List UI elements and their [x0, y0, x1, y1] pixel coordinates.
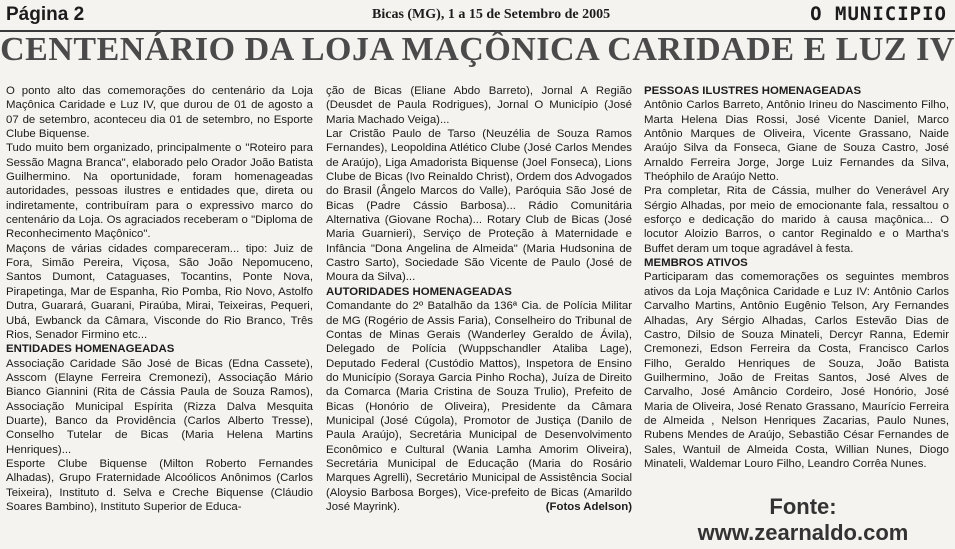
- section-heading-pessoas: PESSOAS ILUSTRES HOMENAGEADAS: [644, 85, 862, 97]
- paragraph: O ponto alto das comemorações do centenário da Loja Maçônica Caridade e Luz IV, que durou de 01 de agosto a 07 de setembro, aconteceu dia 01 de setembro, no Esporte Clube Biquense.: [6, 85, 313, 141]
- column-2: [326, 84, 632, 514]
- paragraph: [326, 299, 632, 514]
- source-label: Fonte:: [769, 494, 837, 519]
- paragraph-text: Comandante do 2º Batalhão da 136ª Cia. de Polícia Militar de MG (Rogério de Assis Faria), Conselheiro do Tribunal de Contas de Minas Gerais (Wanderley Geraldo de Ávila), Delegado de Polícia (Wuppschandler Ataliba Lage), Deputado Federal (Custódio Mattos), Inspetora de Ensino do Município (Soraya Garcia Pinho Rocha), Juíza de Direito da Comarca (Maria Cristina de Souza Trulio), Prefeito de Bicas (Honório de Oliveira), Presidente da Câmara Municipal (José Cúgola), Promotor de Justiça (Danilo de Paula Araújo), Secretária Municipal de Desenvolvimento Econômico e Cultural (Wania Lamha Amorim Oliveira), Secretária Municipal de Educação (Maria do Rosário Marques Agrelli), Secretário Municipal de Assistência Social (Aloysio Barbosa Borges), Vice-prefeito de Bicas (Amarildo José Mayrink).: [326, 300, 632, 513]
- paragraph: Lar Cristão Paulo de Tarso (Neuzélia de Souza Ramos Fernandes), Leopoldina Atlético Clube (José Carlos Mendes de Araújo), Liga Amadorista Biquense (Joel Fonseca), Lions Clube de Bicas (Ivo Reinaldo Christ), Ordem dos Advogados do Brasil (Ângelo Marcos do Valle), Paróquia São José de Bicas (Padre Cássio Barbosa)... Rádio Comunitária Alternativa (Giovane Rocha)... Rotary Club de Bicas (José Maria Guarnieri), Serviço de Proteção à Maternidade e Infância "Dona Angelina de Almeida" (Maria Hudsonina de Castro Sarto), Sociedade São Vicente de Paulo (José de Moura da Silva)...: [326, 128, 632, 284]
- section-heading-autoridades: AUTORIDADES HOMENAGEADAS: [326, 285, 512, 298]
- newspaper-masthead: O MUNICIPIO: [810, 3, 947, 25]
- paragraph: Esporte Clube Biquense (Milton Roberto Fernandes Alhadas), Grupo Fraternidade Alcoólicos Anônimos (Carlos Teixeira), Instituto d. Selva e Creche Biquense (Cláudio Soares Bambino), Instituto Superior de Educa-: [6, 457, 313, 513]
- section-heading-membros: MEMBROS ATIVOS: [644, 257, 748, 270]
- paragraph: Pra completar, Rita de Cássia, mulher do Venerável Ary Sérgio Alhadas, por meio de emocionante fala, ressaltou o esforço e dedicação do marido à causa maçônica... O locutor Aloizio Barros, o cantor Reginaldo e o Martha's Buffet deram um toque agradável à festa.: [644, 185, 949, 255]
- section-heading-entidades: ENTIDADES HOMENAGEADAS: [6, 343, 175, 356]
- article-headline: CENTENÁRIO DA LOJA MAÇÔNICA CARIDADE E LUZ IV: [0, 31, 955, 68]
- article-body: [6, 84, 949, 546]
- source-credit: [668, 494, 938, 546]
- dateline: Bicas (MG), 1 a 15 de Setembro de 2005: [372, 7, 611, 22]
- paragraph: Participaram das comemorações os seguintes membros ativos da Loja Maçônica Caridade e Luz IV: Antônio Carlos Carvalho Martins, Antônio Eugênio Telson, Ary Fernandes Alhadas, Ary Sérgio Alhadas, Carlos Estevão Dias de Castro, Dilsio de Souza Minateli, Dercyr Ranna, Edemir Cremonezi, Edson Ferreira da Costa, Francisco Carlos Filho, Geraldo Henriques de Souza, João Batista Guilhermino, João de Freitas Santos, José Alves de Carvalho, José Amâncio Cordeiro, José Honório, José Maria de Oliveira, José Renato Grassano, Maurício Ferreira de Almeida , Nelson Henriques Zacarias, Paulo Nunes, Rubens Mendes de Araújo, Sebastião César Fernandes de Sales, Wantuil de Almeida Costa, Willian Nunes, Diogo Minateli, Waldemar Louro Filho, Leandro Corrêa Nunes.: [644, 271, 949, 470]
- paragraph: Tudo muito bem organizado, principalmente o "Roteiro para Sessão Magna Branca", elaborado pelo Orador João Batista Guilhermino. Na oportunidade, foram homenageadas autoridades, pessoas ilustres e entidades que, direta ou indiretamente, contribuíram para o expressivo marco do centenário da Loja. Os agraciados receberam o "Diploma de Reconhecimento Maçônico".: [6, 142, 313, 241]
- paragraph: Associação Caridade São José de Bicas (Edna Cassete), Asscom (Elayne Ferreira Cremonezi), Associação Mário Bianco Giannini (Rita de Cássia Paula de Souza Ramos), Associação Municipal Espírita (Rizza Dalva Mesquita Duarte), Banco da Providência (Carlos Alberto Tresse), Conselho Tutelar de Bicas (Maria Helena Martins Henriques)...: [6, 357, 313, 456]
- photo-credit: (Fotos Adelson): [545, 500, 632, 513]
- page-number: Página 2: [6, 4, 85, 25]
- paragraph: Antônio Carlos Barreto, Antônio Irineu do Nascimento Filho, Marta Helena Dias Rossi, José Vicente Daniel, Marco Antônio Marques de Oliveira, Vicente Grassano, Naide Araújo Silva da Fonseca, Giane de Souza Castro, José Arnaldo Ferreira Jorge, Jorge Luiz Fernandes da Silva, Theóphilo de Araújo Netto.: [644, 99, 949, 184]
- paragraph: ção de Bicas (Eliane Abdo Barreto), Jornal A Região (Deusdet de Paula Rodrigues), Jornal O Município (José Maria Machado Veiga)...: [326, 85, 632, 126]
- column-1: [6, 84, 313, 514]
- column-3: [644, 84, 949, 471]
- page-header: [0, 0, 955, 32]
- paragraph: Maçons de várias cidades compareceram... tipo: Juiz de Fora, Simão Pereira, Viçosa, São João Nepomuceno, Santos Dumont, Cataguases, Tocantins, Ponte Nova, Pirapetinga, Mar de Espanha, Rio Pomba, Rio Novo, Astolfo Dutra, Guarará, Guarani, Piraúba, Mirai, Teixeiras, Pequeri, Ubá, Ewbanck da Câmara, Visconde do Rio Branco, Três Rios, Senador Firmino etc...: [6, 242, 313, 341]
- source-url: www.zearnaldo.com: [697, 520, 909, 545]
